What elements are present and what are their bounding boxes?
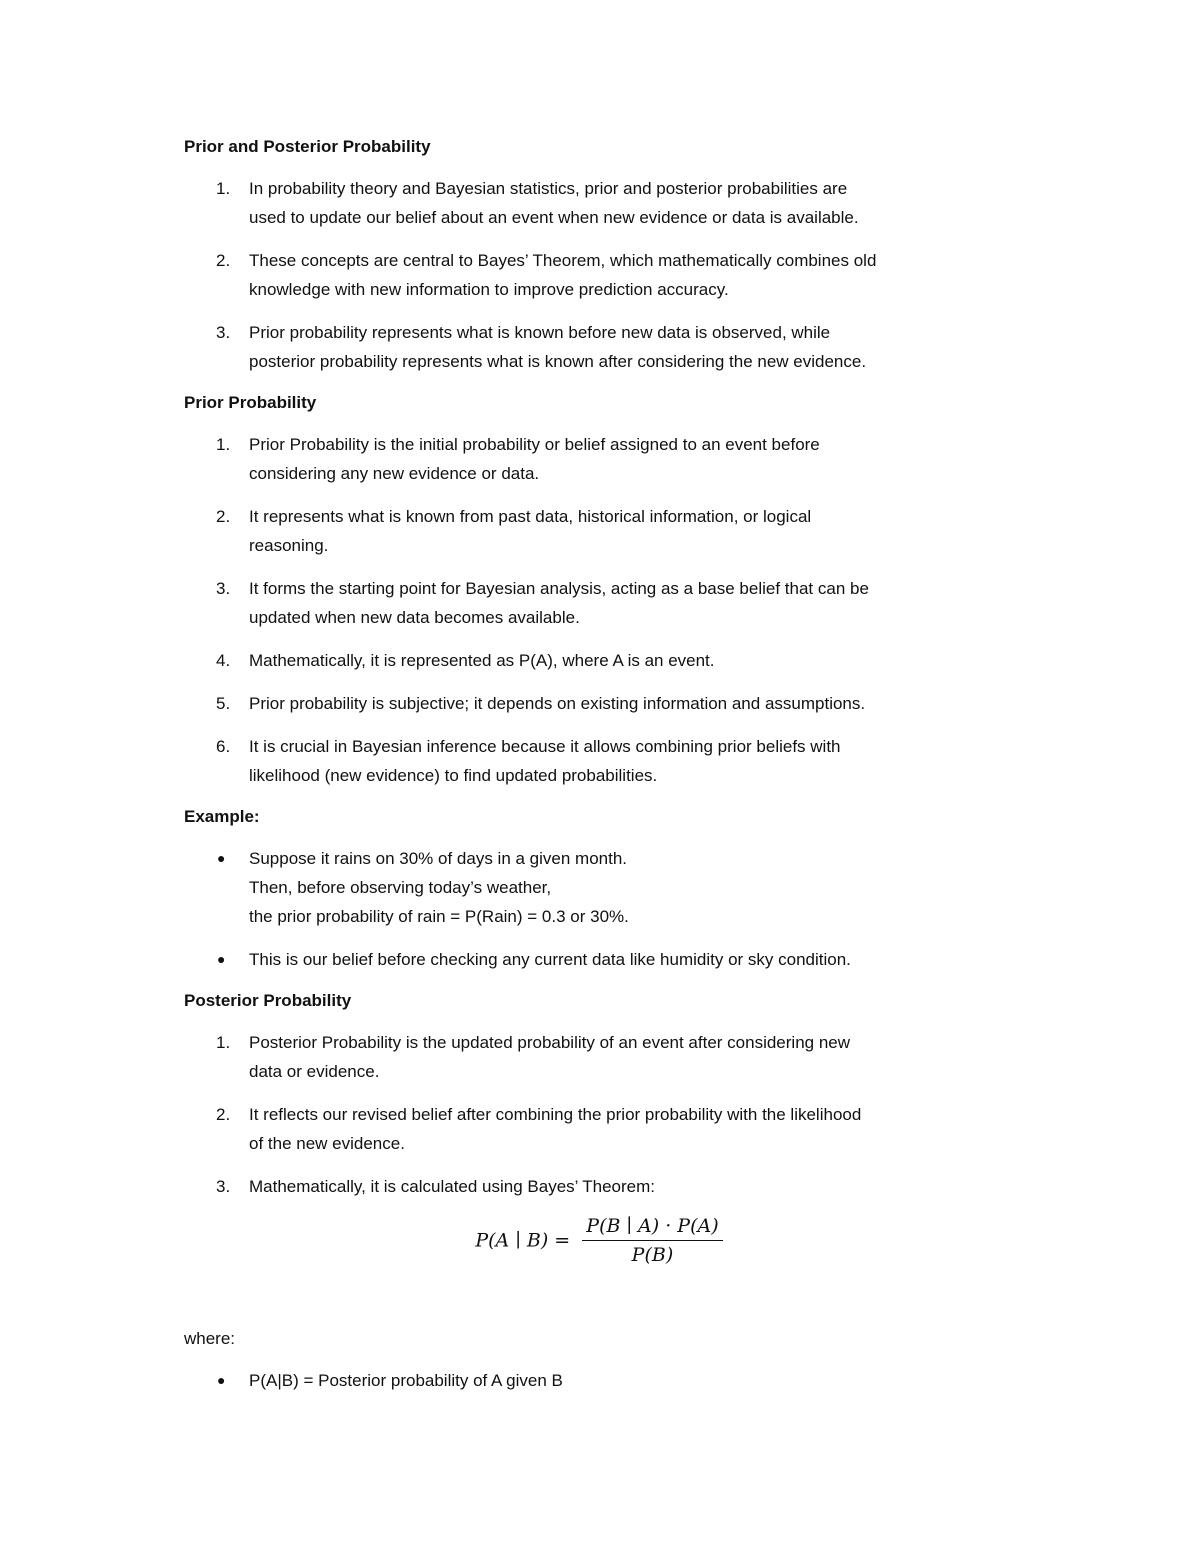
- list-item: 3. It forms the starting point for Bayesian analysis, acting as a base belief that can be updated when new data becomes available.: [216, 579, 869, 627]
- where-list: [184, 1366, 1014, 1395]
- list-item: 2. These concepts are central to Bayes’ Theorem, which mathematically combines old knowledge with new information to improve prediction accuracy.: [216, 251, 877, 299]
- section-heading-posterior: Posterior Probability: [184, 991, 352, 1010]
- bullet-icon: ●: [217, 951, 226, 967]
- list-prior: [184, 430, 1014, 790]
- document-page: [184, 134, 1014, 1409]
- list-item: 2. It represents what is known from past data, historical information, or logical reasoning.: [216, 507, 812, 555]
- list-posterior: [184, 1028, 1014, 1201]
- section-heading-prior-posterior: Prior and Posterior Probability: [184, 137, 431, 156]
- list-item: 5. Prior probability is subjective; it depends on existing information and assumptions.: [216, 694, 866, 713]
- list-item: 3. Prior probability represents what is known before new data is observed, while posterior probability represents what is known after considering the new evidence.: [216, 323, 867, 371]
- formula-numerator: P(B ∣ A) · P(A): [582, 1215, 722, 1241]
- bayes-formula: [184, 1215, 1014, 1266]
- example-list: [184, 844, 1014, 974]
- example-heading: Example:: [184, 807, 260, 826]
- list-item: 1. In probability theory and Bayesian statistics, prior and posterior probabilities are used to update our belief about an event when new evidence or data is available.: [216, 179, 859, 227]
- where-label: where:: [184, 1329, 236, 1348]
- bullet-icon: ●: [217, 1372, 226, 1388]
- list-item: 4. Mathematically, it is represented as P(A), where A is an event.: [216, 651, 715, 670]
- list-item: 1. Posterior Probability is the updated probability of an event after considering new data or evidence.: [216, 1033, 851, 1081]
- list-item: 6. It is crucial in Bayesian inference because it allows combining prior beliefs with likelihood (new evidence) to find updated probabilities.: [216, 737, 841, 785]
- list-item: 3. Mathematically, it is calculated using Bayes’ Theorem:: [216, 1177, 655, 1196]
- formula-lhs: P(A ∣ B) =: [475, 1229, 571, 1252]
- formula-denominator: P(B): [631, 1244, 674, 1266]
- list-item: ● This is our belief before checking any current data like humidity or sky condition.: [184, 945, 1014, 974]
- list-item: ● P(A|B) = Posterior probability of A given B: [184, 1366, 1014, 1395]
- formula-fraction: [582, 1215, 722, 1266]
- list-item: 1. Prior Probability is the initial probability or belief assigned to an event before considering any new evidence or data.: [216, 435, 820, 483]
- bullet-icon: ●: [217, 850, 226, 866]
- list-prior-posterior: [184, 174, 1014, 376]
- list-item: ● Suppose it rains on 30% of days in a given month. Then, before observing today’s weather, the prior probability of rain = P(Rain) = 0.3 or 30%.: [184, 844, 1014, 931]
- list-item: 2. It reflects our revised belief after combining the prior probability with the likelihood of the new evidence.: [216, 1105, 862, 1153]
- section-heading-prior: Prior Probability: [184, 393, 317, 412]
